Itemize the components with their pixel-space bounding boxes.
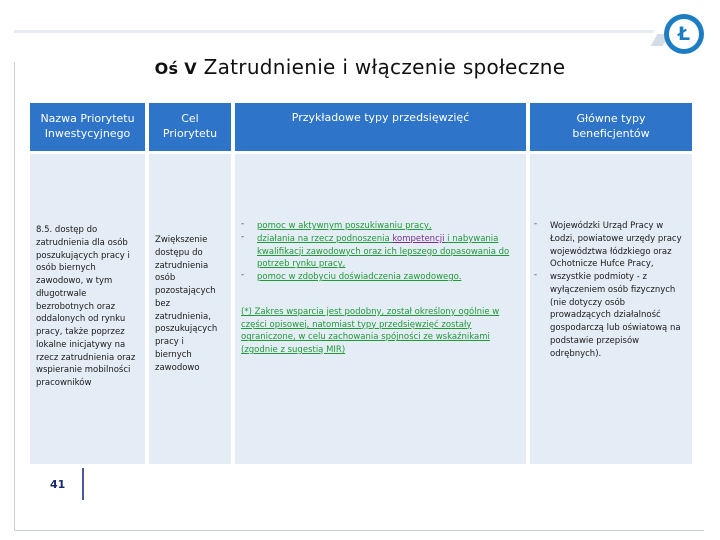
header-beneficiaries [530, 103, 692, 151]
cell-priority-goal-line: poszukujących [155, 324, 218, 335]
cell-priority-name-line: lokalne inicjatywy na [36, 339, 126, 350]
beneficiary-item: - Wojewódzki Urząd Pracy w Łodzi, powiatowe urzędy pracy województwa łódzkiego oraz Ochotnicze Hufce Pracy, [534, 220, 686, 271]
cell-priority-goal-line: zatrudnienia, [155, 311, 211, 322]
cell-beneficiaries [530, 154, 692, 464]
beneficiaries-list [534, 220, 686, 360]
cell-priority-name-line: wspieranie mobilności [36, 365, 131, 376]
header-project-types-line1: Przykładowe typy przedsięwzięć [291, 111, 470, 124]
cell-priority-name-line: pracy, także poprzez [36, 327, 125, 337]
cell-priority-name-line: oddalonych od rynku [36, 314, 126, 325]
project-type-link[interactable]: i nabywania kwalifikacji zawodowych oraz ich lepszego dopasowania do potrzeb rynku pracy, [257, 233, 510, 270]
title-main: Zatrudnienie i włączenie społeczne [203, 55, 566, 79]
cell-priority-goal-line: pozostających [155, 286, 216, 296]
cell-priority-goal-line: bez [155, 298, 171, 309]
cell-priority-goal-line: zatrudnienia [155, 260, 209, 271]
lodz-logo-icon [664, 14, 704, 54]
title-prefix: Oś V [154, 59, 197, 78]
header-beneficiaries-line1: Główne typy [576, 112, 646, 126]
header-priority-name-line2: Inwestycyjnego [44, 127, 131, 140]
logo-inner-circle [669, 19, 699, 49]
logo-glyph: Ł [677, 22, 691, 45]
cell-priority-name-line: długotrwale [36, 288, 87, 299]
header-beneficiaries-line2: beneficjentów [572, 127, 650, 140]
cell-priority-goal-line: Zwiększenie [155, 235, 208, 245]
cell-priority-goal-line: osób [155, 273, 176, 284]
cell-priority-name-line: 8.5. dostęp do [36, 225, 98, 235]
page-title [0, 55, 720, 79]
header-priority-goal-line2: Priorytetu [162, 127, 218, 140]
project-type-item [241, 233, 520, 271]
project-type-item [241, 271, 520, 284]
competence-link[interactable]: kompetencji [392, 233, 445, 244]
page-number-divider [82, 468, 84, 500]
cell-beneficiaries-text [530, 154, 692, 360]
scope-note[interactable]: (*) Zakres wsparcia jest podobny, został określony ogólnie w części opisowej, natomiast typy przedsięwzięć zostały ograniczone, w celu zachowania spójności ze wskaźnikami (zgodnie z sugestią MIR) [241, 306, 500, 355]
project-type-item [241, 220, 520, 233]
cell-priority-goal-text [149, 154, 231, 374]
cell-project-types [235, 154, 526, 464]
cell-priority-name-line: pracowników [36, 378, 92, 388]
cell-priority-goal-line: dostępu do [155, 247, 203, 258]
cell-priority-goal-line: zawodowo [155, 362, 200, 373]
header-priority-name [30, 103, 145, 151]
cell-priority-name-line: zawodowo, w tym [36, 276, 113, 286]
cell-priority-name-line: zatrudnienia dla osób [36, 237, 128, 248]
cell-priority-name-text [30, 154, 145, 390]
top-decorative-band [14, 30, 654, 33]
beneficiary-item: - wszystkie podmioty - z wyłączeniem osób fizycznych (nie dotyczy osób prowadzących działalność gospodarczą lub oświatową na podstawie przepisów odrębnych). [534, 271, 686, 360]
project-types-list [241, 220, 520, 284]
header-priority-goal-line1: Cel [181, 112, 199, 126]
frame-left-line [14, 62, 15, 530]
cell-priority-name-line: poszukujących pracy i [36, 250, 130, 261]
header-project-types [235, 103, 526, 151]
cell-priority-name [30, 154, 145, 464]
header-priority-name-line1: Nazwa Priorytetu [40, 112, 135, 126]
project-type-link[interactable]: pomoc w zdobyciu doświadczenia zawodowego. [257, 272, 462, 282]
frame-bottom-line [14, 530, 704, 531]
cell-priority-name-line: bezrobotnych oraz [36, 301, 116, 312]
header-priority-goal [149, 103, 231, 151]
project-type-link[interactable]: działania na rzecz podnoszenia [257, 233, 393, 244]
cell-priority-goal [149, 154, 231, 464]
cell-priority-goal-line: pracy i biernych [155, 337, 192, 360]
cell-priority-name-line: osób biernych [36, 263, 96, 274]
cell-project-types-text [235, 154, 526, 357]
project-type-link[interactable]: pomoc w aktywnym poszukiwaniu pracy, [257, 221, 432, 231]
cell-priority-name-line: rzecz zatrudnienia oraz [36, 352, 136, 363]
page-number: 41 [50, 478, 66, 491]
